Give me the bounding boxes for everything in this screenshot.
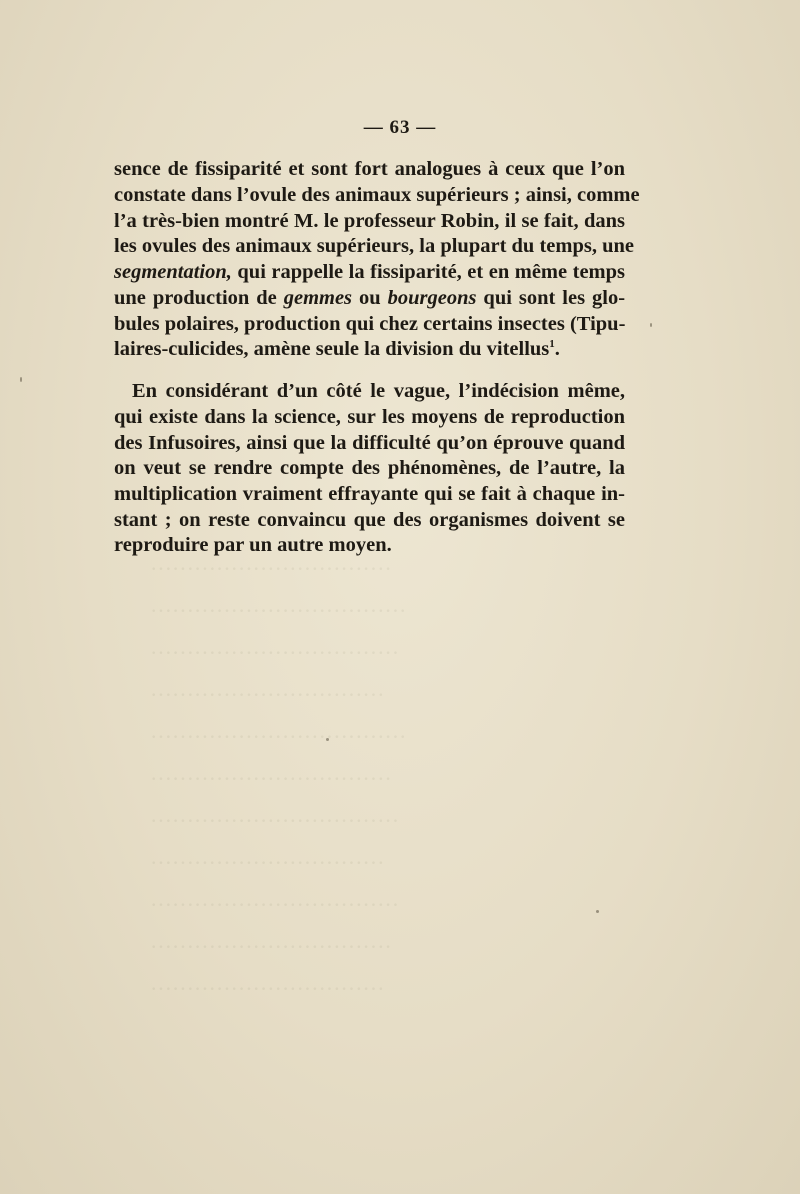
text-line: [114, 285, 625, 311]
footnote-marker: 1: [549, 338, 555, 351]
text-span: ou: [352, 287, 388, 309]
text-line: constate dans l’ovule des animaux supérieurs ; ainsi, comme: [114, 184, 640, 206]
paper-speck: [20, 377, 22, 382]
text-span: qui sont les glo-: [476, 287, 626, 309]
italic-term: segmentation,: [114, 261, 232, 283]
text-line: les ovules des animaux supérieurs, la plupart du temps, une: [114, 235, 634, 257]
text-line: En considérant d’un côté le vague, l’indécision même,: [132, 380, 625, 402]
show-through-texture: ································· ··································· ·································· ································ ··································· ································· ·································· ································ ·································· ································· ································: [150, 556, 407, 1001]
text-span: qui rappelle la fissiparité, et en même temps: [231, 261, 625, 283]
text-span: .: [554, 338, 560, 360]
paper-speck: [596, 910, 599, 913]
page-number: — 63 —: [363, 117, 437, 138]
text-line: on veut se rendre compte des phénomènes, de l’autre, la: [114, 457, 625, 479]
text-line: multiplication vraiment effrayante qui se fait à chaque in-: [114, 483, 625, 505]
text-line: qui existe dans la science, sur les moyens de reproduction: [114, 406, 625, 428]
italic-term: bourgeons: [387, 287, 477, 309]
text-line: bules polaires, production qui chez certains insectes (Tipu-: [114, 313, 626, 335]
text-line: reproduire par un autre moyen.: [114, 534, 392, 556]
text-span: une production de: [114, 287, 284, 309]
paper-speck: [326, 738, 329, 741]
text-line: sence de fissiparité et sont fort analogues à ceux que l’on: [114, 158, 625, 180]
italic-term: gemmes: [283, 287, 353, 309]
text-line: stant ; on reste convaincu que des organismes doivent se: [114, 509, 625, 531]
text-span: laires-culicides, amène seule la division du vitellus: [114, 338, 550, 360]
text-line: [114, 336, 625, 362]
text-line: l’a très-bien montré M. le professeur Robin, il se fait, dans: [114, 210, 625, 232]
text-line: [114, 259, 625, 285]
paper-speck: [650, 323, 652, 327]
text-line: des Infusoires, ainsi que la difficulté qu’on éprouve quand: [114, 432, 625, 454]
